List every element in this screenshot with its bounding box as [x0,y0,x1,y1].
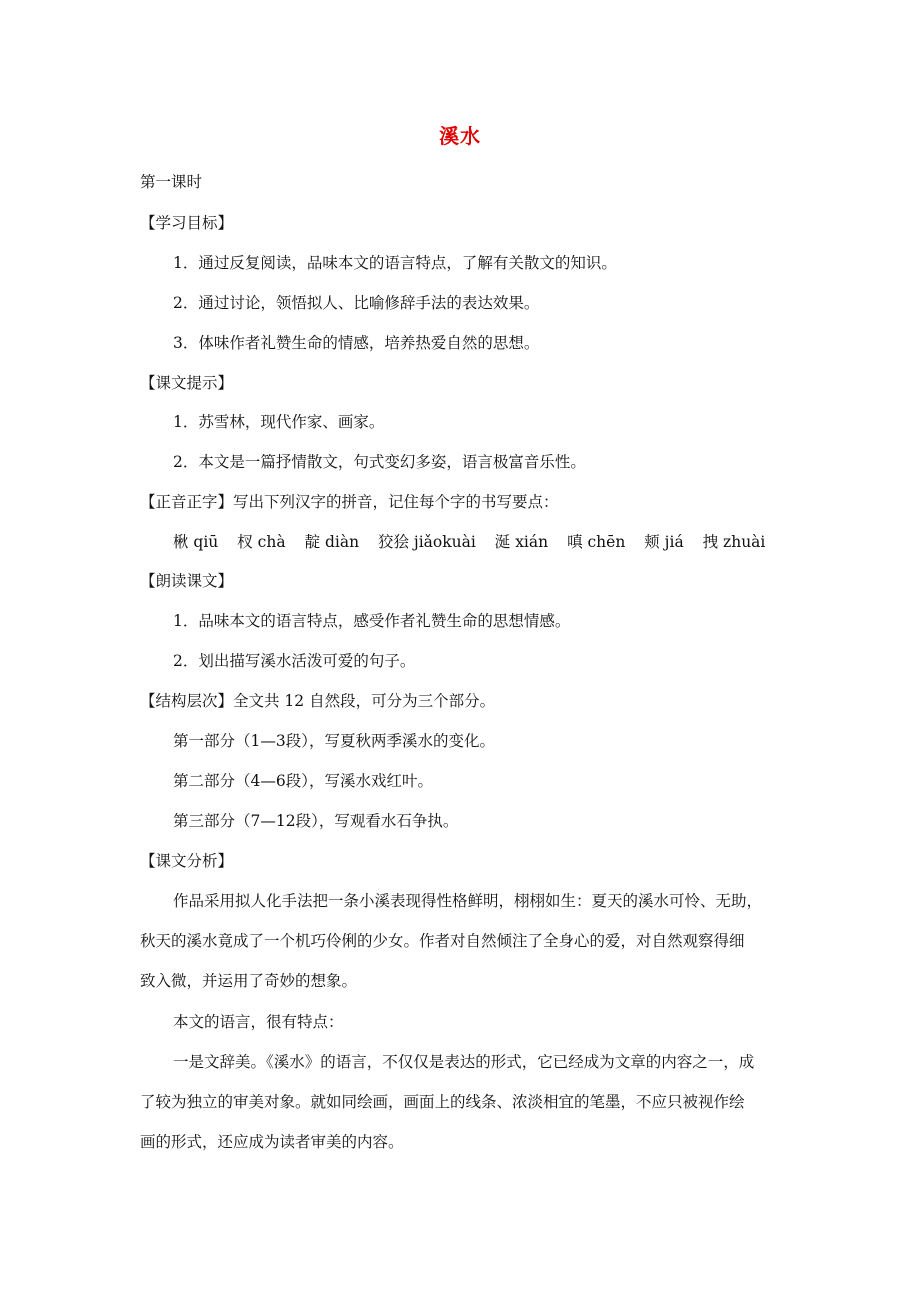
reading-item: 1．品味本文的语言特点，感受作者礼赞生命的思想情感。 [173,612,571,630]
pronunciation-heading: 【正音正字】写出下列汉字的拼音，记住每个字的书写要点： [140,493,559,511]
analysis-paragraph-line: 秋天的溪水竟成了一个机巧伶俐的少女。作者对自然倾注了全身心的爱，对自然观察得细 [140,932,745,950]
pinyin-list [173,531,779,553]
analysis-paragraph-line: 了较为独立的审美对象。就如同绘画，画面上的线条、浓淡相宜的笔墨，不应只被视作绘 [140,1093,745,1111]
tip-item: 1．苏雪林，现代作家、画家。 [173,413,385,431]
structure-item: 第三部分（7—12段），写观看水石争执。 [173,812,459,830]
pinyin-item: 楸 qiū [173,533,219,551]
structure-heading: 【结构层次】全文共 12 自然段，可分为三个部分。 [140,692,496,710]
tips-heading: 【课文提示】 [140,374,234,392]
pinyin-item: 靛 diàn [304,533,360,551]
pinyin-item: 杈 chà [237,533,286,551]
analysis-paragraph-line: 作品采用拟人化手法把一条小溪表现得性格鲜明，栩栩如生：夏天的溪水可怜、无助， [173,892,763,910]
goal-item: 1．通过反复阅读，品味本文的语言特点，了解有关散文的知识。 [173,254,617,272]
structure-item: 第一部分（1—3段），写夏秋两季溪水的变化。 [173,732,495,750]
analysis-paragraph-line: 本文的语言，很有特点： [173,1013,344,1031]
analysis-paragraph-line: 致入微，并运用了奇妙的想象。 [140,972,358,990]
analysis-heading: 【课文分析】 [140,852,234,870]
pinyin-item: 涎 xián [494,533,549,551]
document-title: 溪水 [439,124,481,148]
lesson-label: 第一课时 [140,173,203,191]
pinyin-item: 狡狯 jiǎokuài [377,533,476,551]
goal-item: 2．通过讨论，领悟拟人、比喻修辞手法的表达效果。 [173,294,540,312]
analysis-paragraph-line: 画的形式，还应成为读者审美的内容。 [140,1133,404,1151]
analysis-paragraph-line: 一是文辞美。《溪水》的语言，不仅仅是表达的形式，它已经成为文章的内容之一，成 [173,1053,755,1071]
reading-heading: 【朗读课文】 [140,572,234,590]
structure-item: 第二部分（4—6段），写溪水戏红叶。 [173,772,433,790]
pinyin-item: 嗔 chēn [567,533,626,551]
goal-item: 3．体味作者礼赞生命的情感，培养热爱自然的思想。 [173,334,540,352]
tip-item: 2．本文是一篇抒情散文，句式变幻多姿，语言极富音乐性。 [173,453,586,471]
reading-item: 2．划出描写溪水活泼可爱的句子。 [173,652,416,670]
pinyin-item: 拽 zhuài [702,533,766,551]
pinyin-item: 颊 jiá [644,533,684,551]
goals-heading: 【学习目标】 [140,214,234,232]
